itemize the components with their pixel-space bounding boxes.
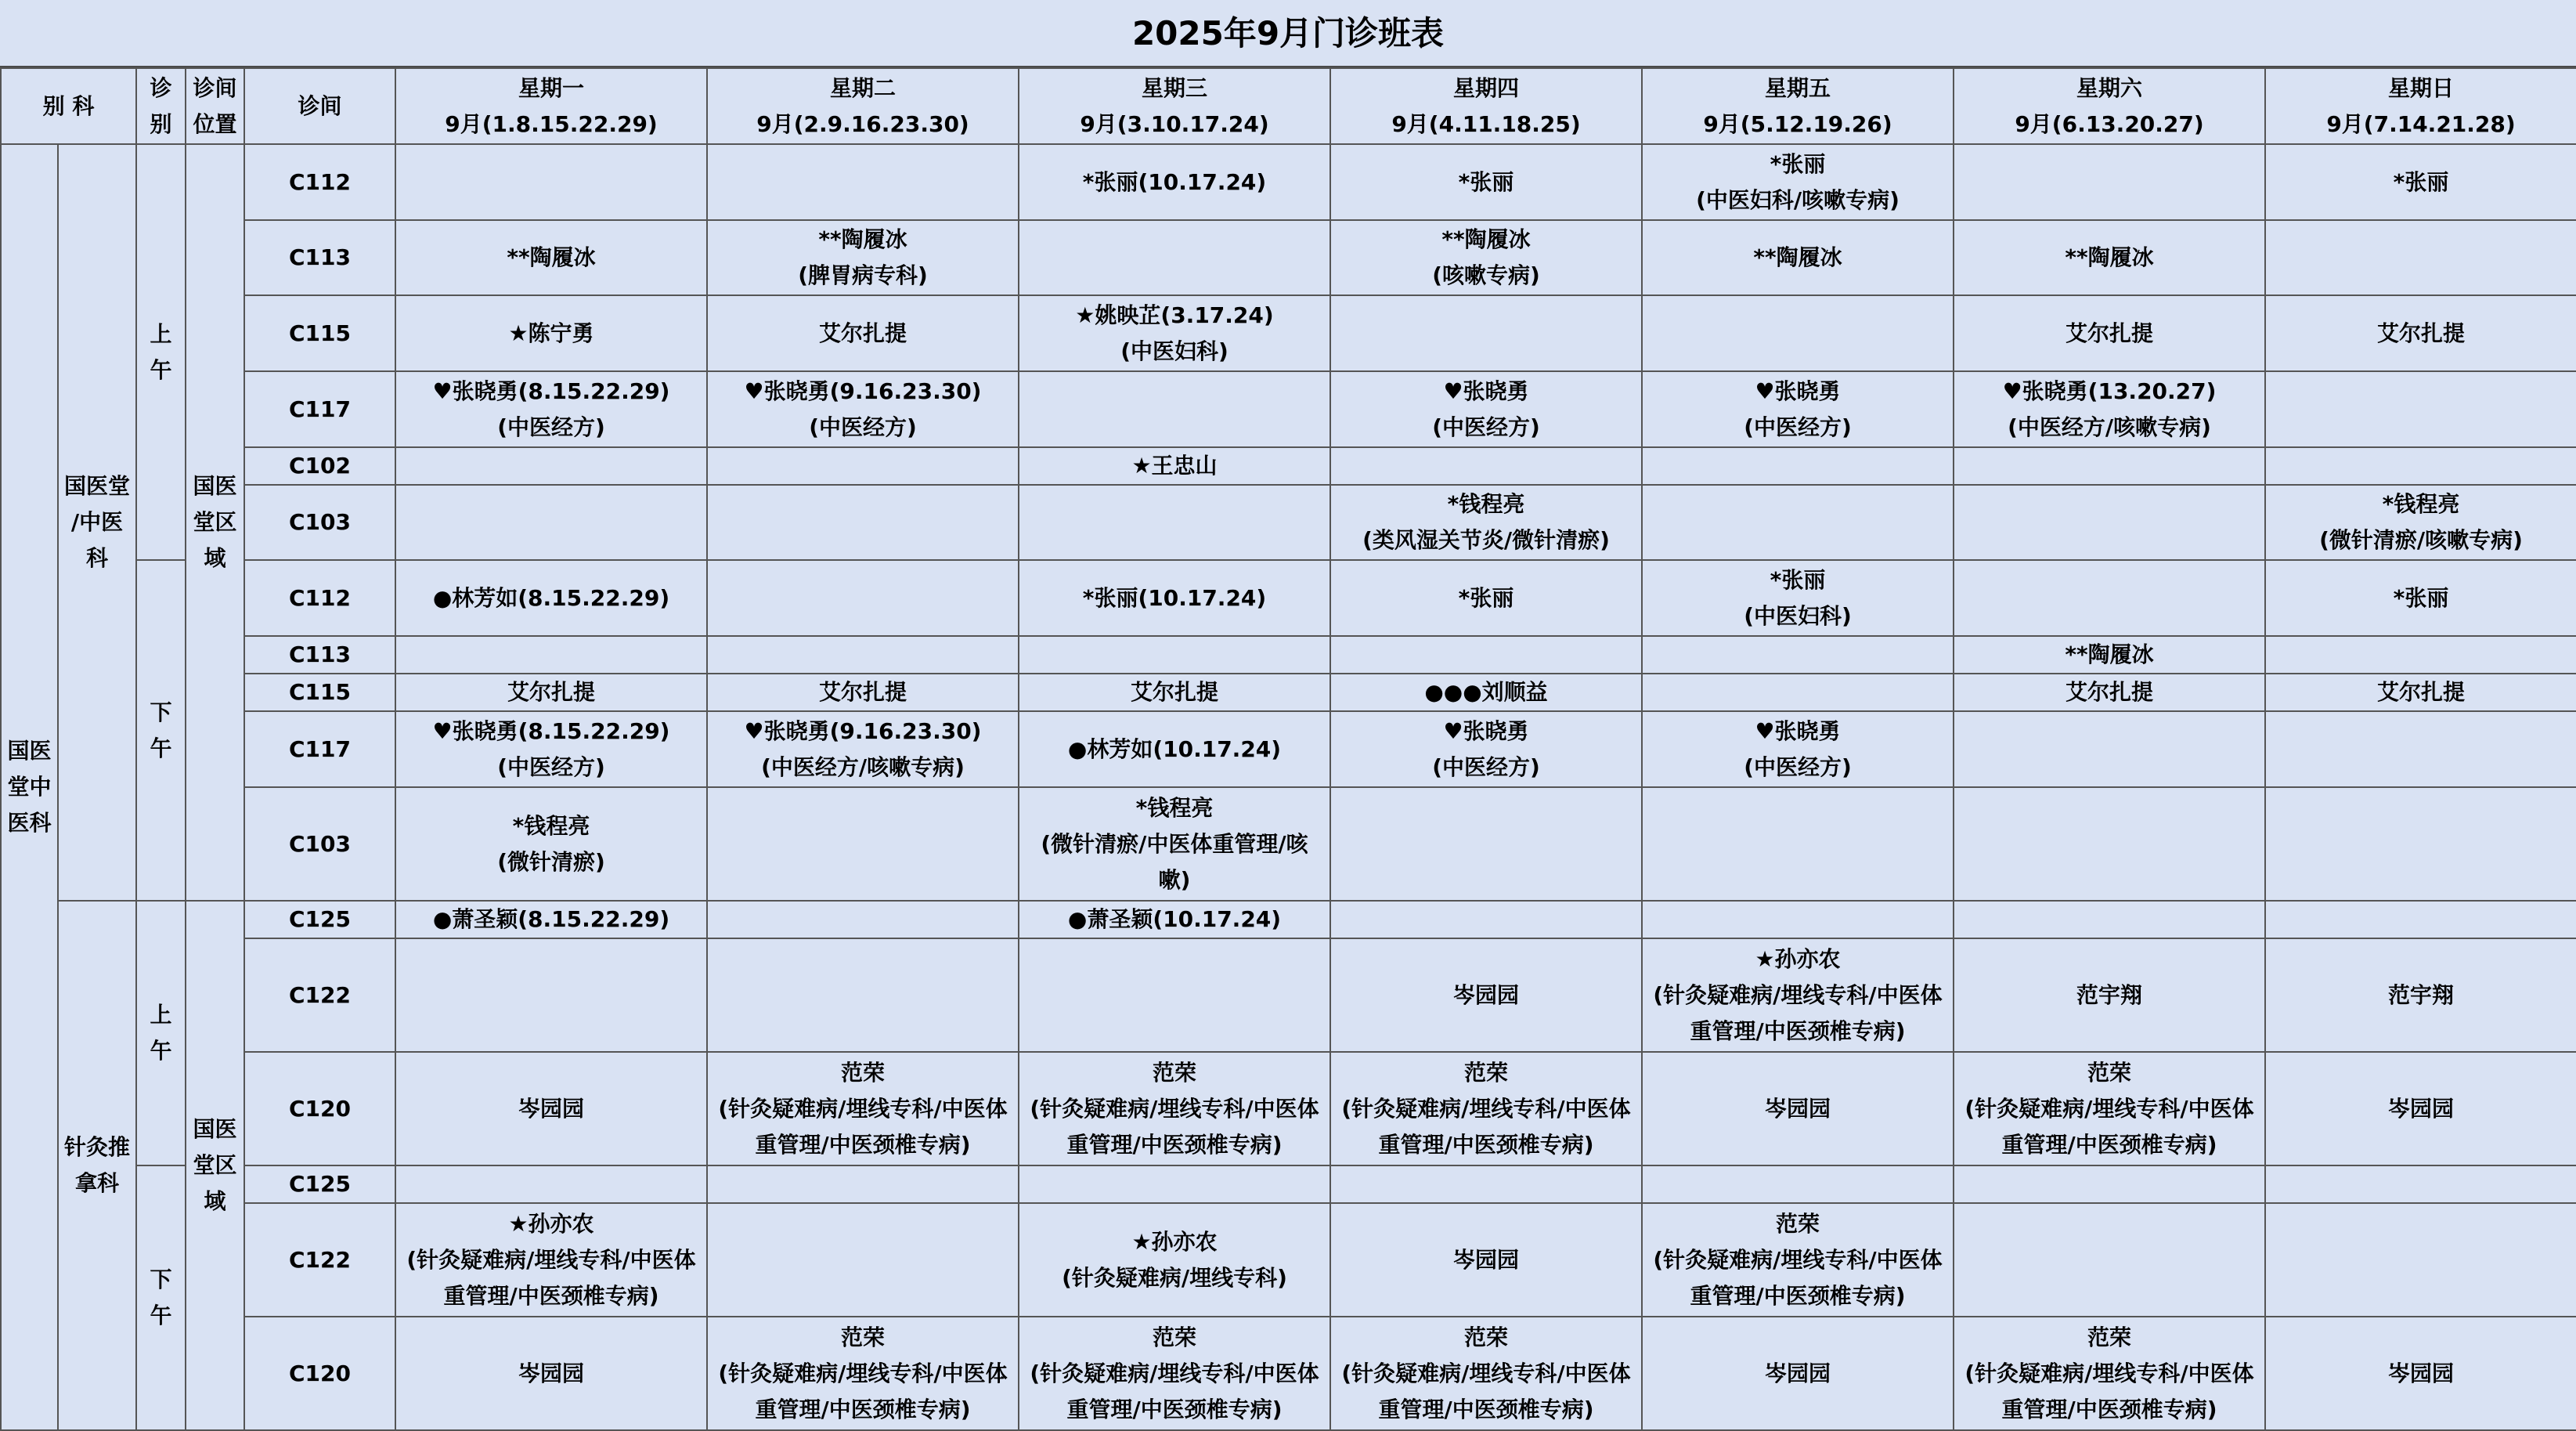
schedule-cell-fri: ♥张晓勇 (中医经方) <box>1642 371 1954 447</box>
schedule-row <box>1 1317 2576 1430</box>
room-cell: C117 <box>244 371 395 447</box>
schedule-cell-wed: ●萧圣颖(10.17.24) <box>1019 901 1330 938</box>
schedule-cell-sat: **陶履冰 <box>1954 636 2265 674</box>
schedule-row <box>1 938 2576 1052</box>
schedule-cell-mon <box>395 1165 707 1203</box>
header-dept: 别 科 <box>1 68 136 144</box>
room-cell: C120 <box>244 1052 395 1165</box>
schedule-cell-fri <box>1642 674 1954 711</box>
room-cell: C120 <box>244 1317 395 1430</box>
schedule-row <box>1 295 2576 371</box>
schedule-cell-sat <box>1954 787 2265 901</box>
schedule-cell-mon: 艾尔扎提 <box>395 674 707 711</box>
schedule-cell-fri: ★孙亦农 (针灸疑难病/埋线专科/中医体 重管理/中医颈椎专病) <box>1642 938 1954 1052</box>
schedule-cell-sun <box>2265 220 2576 295</box>
schedule-cell-sun: *张丽 <box>2265 560 2576 636</box>
schedule-cell-tue: 艾尔扎提 <box>707 674 1019 711</box>
schedule-cell-thu: 范荣 (针灸疑难病/埋线专科/中医体 重管理/中医颈椎专病) <box>1330 1317 1642 1430</box>
room-cell: C103 <box>244 485 395 560</box>
schedule-cell-mon: ★陈宁勇 <box>395 295 707 371</box>
room-cell: C125 <box>244 901 395 938</box>
schedule-cell-mon <box>395 938 707 1052</box>
header-day-mon: 星期一 9月(1.8.15.22.29) <box>395 68 707 144</box>
schedule-cell-tue <box>707 485 1019 560</box>
room-cell: C113 <box>244 636 395 674</box>
schedule-cell-sun <box>2265 901 2576 938</box>
schedule-cell-thu: *张丽 <box>1330 144 1642 220</box>
schedule-row <box>1 560 2576 636</box>
schedule-cell-fri <box>1642 1165 1954 1203</box>
header-day-fri: 星期五 9月(5.12.19.26) <box>1642 68 1954 144</box>
schedule-cell-sun <box>2265 1165 2576 1203</box>
schedule-cell-tue: 范荣 (针灸疑难病/埋线专科/中医体 重管理/中医颈椎专病) <box>707 1052 1019 1165</box>
session-am-cell: 上 午 <box>136 901 186 1165</box>
header-day-thu: 星期四 9月(4.11.18.25) <box>1330 68 1642 144</box>
schedule-cell-fri <box>1642 447 1954 485</box>
header-day-tue: 星期二 9月(2.9.16.23.30) <box>707 68 1019 144</box>
room-cell: C122 <box>244 938 395 1052</box>
schedule-cell-thu: *张丽 <box>1330 560 1642 636</box>
schedule-row <box>1 485 2576 560</box>
schedule-cell-fri <box>1642 901 1954 938</box>
room-cell: C115 <box>244 674 395 711</box>
schedule-cell-sun <box>2265 711 2576 787</box>
session-pm-cell: 下 午 <box>136 1165 186 1430</box>
schedule-cell-sun: 岑园园 <box>2265 1052 2576 1165</box>
header-session: 诊别 <box>136 68 186 144</box>
schedule-row <box>1 1203 2576 1317</box>
schedule-cell-mon: 岑园园 <box>395 1052 707 1165</box>
schedule-cell-thu <box>1330 1165 1642 1203</box>
schedule-cell-fri <box>1642 295 1954 371</box>
schedule-cell-tue <box>707 1165 1019 1203</box>
schedule-cell-sat <box>1954 485 2265 560</box>
schedule-cell-thu: ●●●刘顺益 <box>1330 674 1642 711</box>
subdept-tcm-cell: 国医堂 /中医 科 <box>58 144 136 901</box>
schedule-cell-wed: ●林芳如(10.17.24) <box>1019 711 1330 787</box>
schedule-cell-thu: *钱程亮 (类风湿关节炎/微针清瘀) <box>1330 485 1642 560</box>
schedule-row <box>1 1052 2576 1165</box>
schedule-cell-thu <box>1330 787 1642 901</box>
schedule-cell-wed: 范荣 (针灸疑难病/埋线专科/中医体 重管理/中医颈椎专病) <box>1019 1317 1330 1430</box>
schedule-cell-sat: 艾尔扎提 <box>1954 674 2265 711</box>
schedule-cell-mon: ●萧圣颖(8.15.22.29) <box>395 901 707 938</box>
schedule-cell-fri <box>1642 485 1954 560</box>
schedule-cell-sun <box>2265 447 2576 485</box>
schedule-cell-thu: 岑园园 <box>1330 938 1642 1052</box>
subdept-acu-cell: 针灸推 拿科 <box>58 901 136 1430</box>
header-day-sat: 星期六 9月(6.13.20.27) <box>1954 68 2265 144</box>
header-row <box>1 68 2576 144</box>
schedule-cell-wed: 艾尔扎提 <box>1019 674 1330 711</box>
schedule-cell-thu: **陶履冰 (咳嗽专病) <box>1330 220 1642 295</box>
schedule-cell-wed: *张丽(10.17.24) <box>1019 560 1330 636</box>
schedule-cell-thu <box>1330 636 1642 674</box>
schedule-cell-thu: ♥张晓勇 (中医经方) <box>1330 371 1642 447</box>
schedule-cell-tue <box>707 144 1019 220</box>
room-cell: C122 <box>244 1203 395 1317</box>
schedule-cell-sun: 艾尔扎提 <box>2265 295 2576 371</box>
schedule-cell-tue: ♥张晓勇(9.16.23.30) (中医经方) <box>707 371 1019 447</box>
room-cell: C117 <box>244 711 395 787</box>
schedule-cell-mon: *钱程亮 (微针清瘀) <box>395 787 707 901</box>
schedule-cell-mon: **陶履冰 <box>395 220 707 295</box>
schedule-cell-fri: *张丽 (中医妇科/咳嗽专病) <box>1642 144 1954 220</box>
schedule-row <box>1 901 2576 938</box>
schedule-cell-sat <box>1954 1203 2265 1317</box>
schedule-cell-sun <box>2265 636 2576 674</box>
schedule-cell-sat: **陶履冰 <box>1954 220 2265 295</box>
schedule-cell-sat <box>1954 447 2265 485</box>
schedule-row <box>1 447 2576 485</box>
schedule-cell-thu: 范荣 (针灸疑难病/埋线专科/中医体 重管理/中医颈椎专病) <box>1330 1052 1642 1165</box>
schedule-cell-wed <box>1019 938 1330 1052</box>
schedule-cell-tue: ♥张晓勇(9.16.23.30) (中医经方/咳嗽专病) <box>707 711 1019 787</box>
page-title: 2025年9月门诊班表 <box>0 0 2576 67</box>
schedule-row <box>1 674 2576 711</box>
schedule-cell-sun <box>2265 787 2576 901</box>
header-day-wed: 星期三 9月(3.10.17.24) <box>1019 68 1330 144</box>
schedule-row <box>1 636 2576 674</box>
schedule-cell-sat: 范宇翔 <box>1954 938 2265 1052</box>
schedule-cell-tue <box>707 787 1019 901</box>
schedule-cell-fri: *张丽 (中医妇科) <box>1642 560 1954 636</box>
schedule-cell-wed: ★姚映芷(3.17.24) (中医妇科) <box>1019 295 1330 371</box>
schedule-cell-thu <box>1330 295 1642 371</box>
room-cell: C102 <box>244 447 395 485</box>
schedule-cell-mon: ♥张晓勇(8.15.22.29) (中医经方) <box>395 371 707 447</box>
schedule-cell-mon: ★孙亦农 (针灸疑难病/埋线专科/中医体 重管理/中医颈椎专病) <box>395 1203 707 1317</box>
schedule-row <box>1 371 2576 447</box>
schedule-row <box>1 1165 2576 1203</box>
schedule-cell-thu: 岑园园 <box>1330 1203 1642 1317</box>
schedule-cell-sat: 范荣 (针灸疑难病/埋线专科/中医体 重管理/中医颈椎专病) <box>1954 1052 2265 1165</box>
header-room: 诊间 <box>244 68 395 144</box>
schedule-cell-sat: ♥张晓勇(13.20.27) (中医经方/咳嗽专病) <box>1954 371 2265 447</box>
schedule-cell-wed <box>1019 220 1330 295</box>
schedule-cell-tue: **陶履冰 (脾胃病专科) <box>707 220 1019 295</box>
schedule-cell-fri: **陶履冰 <box>1642 220 1954 295</box>
schedule-cell-fri: 岑园园 <box>1642 1052 1954 1165</box>
schedule-row <box>1 144 2576 220</box>
room-cell: C112 <box>244 560 395 636</box>
schedule-cell-wed: 范荣 (针灸疑难病/埋线专科/中医体 重管理/中医颈椎专病) <box>1019 1052 1330 1165</box>
header-location: 诊间位置 <box>186 68 244 144</box>
schedule-cell-thu: ♥张晓勇 (中医经方) <box>1330 711 1642 787</box>
schedule-cell-fri: ♥张晓勇 (中医经方) <box>1642 711 1954 787</box>
schedule-cell-tue <box>707 1203 1019 1317</box>
schedule-cell-tue <box>707 447 1019 485</box>
schedule-cell-sat <box>1954 560 2265 636</box>
schedule-cell-wed: *钱程亮 (微针清瘀/中医体重管理/咳 嗽) <box>1019 787 1330 901</box>
schedule-cell-thu <box>1330 447 1642 485</box>
room-cell: C113 <box>244 220 395 295</box>
schedule-cell-sat <box>1954 901 2265 938</box>
schedule-cell-wed: *张丽(10.17.24) <box>1019 144 1330 220</box>
schedule-cell-tue: 范荣 (针灸疑难病/埋线专科/中医体 重管理/中医颈椎专病) <box>707 1317 1019 1430</box>
schedule-cell-sat <box>1954 711 2265 787</box>
schedule-cell-thu <box>1330 901 1642 938</box>
schedule-cell-tue <box>707 636 1019 674</box>
schedule-cell-wed <box>1019 1165 1330 1203</box>
schedule-cell-sat: 艾尔扎提 <box>1954 295 2265 371</box>
schedule-cell-sun <box>2265 371 2576 447</box>
schedule-row <box>1 711 2576 787</box>
schedule-row <box>1 787 2576 901</box>
schedule-table <box>0 67 2576 1431</box>
schedule-cell-sat <box>1954 144 2265 220</box>
schedule-cell-wed <box>1019 371 1330 447</box>
room-cell: C115 <box>244 295 395 371</box>
schedule-cell-sat: 范荣 (针灸疑难病/埋线专科/中医体 重管理/中医颈椎专病) <box>1954 1317 2265 1430</box>
schedule-cell-sun: 艾尔扎提 <box>2265 674 2576 711</box>
schedule-cell-sun: 范宇翔 <box>2265 938 2576 1052</box>
schedule-cell-fri: 范荣 (针灸疑难病/埋线专科/中医体 重管理/中医颈椎专病) <box>1642 1203 1954 1317</box>
room-cell: C125 <box>244 1165 395 1203</box>
schedule-cell-sun: 岑园园 <box>2265 1317 2576 1430</box>
schedule-cell-mon <box>395 485 707 560</box>
schedule-cell-sun: *张丽 <box>2265 144 2576 220</box>
room-cell: C103 <box>244 787 395 901</box>
schedule-cell-tue <box>707 901 1019 938</box>
schedule-cell-sun <box>2265 1203 2576 1317</box>
schedule-cell-wed <box>1019 485 1330 560</box>
session-pm-cell: 下 午 <box>136 560 186 901</box>
schedule-cell-mon <box>395 636 707 674</box>
schedule-cell-mon: 岑园园 <box>395 1317 707 1430</box>
schedule-cell-mon: ♥张晓勇(8.15.22.29) (中医经方) <box>395 711 707 787</box>
schedule-cell-mon <box>395 144 707 220</box>
schedule-cell-sat <box>1954 1165 2265 1203</box>
schedule-cell-mon <box>395 447 707 485</box>
schedule-row <box>1 220 2576 295</box>
location-tcm-cell: 国医 堂区 域 <box>186 144 244 901</box>
schedule-cell-fri: 岑园园 <box>1642 1317 1954 1430</box>
schedule-cell-fri <box>1642 787 1954 901</box>
location-acu-cell: 国医 堂区 域 <box>186 901 244 1430</box>
schedule-cell-sun: *钱程亮 (微针清瘀/咳嗽专病) <box>2265 485 2576 560</box>
schedule-cell-wed: ★孙亦农 (针灸疑难病/埋线专科) <box>1019 1203 1330 1317</box>
schedule-cell-wed <box>1019 636 1330 674</box>
session-am-cell: 上 午 <box>136 144 186 560</box>
schedule-cell-tue <box>707 938 1019 1052</box>
schedule-cell-fri <box>1642 636 1954 674</box>
department-cell: 国医 堂中 医科 <box>1 144 58 1430</box>
room-cell: C112 <box>244 144 395 220</box>
schedule-cell-tue: 艾尔扎提 <box>707 295 1019 371</box>
schedule-cell-wed: ★王忠山 <box>1019 447 1330 485</box>
schedule-cell-tue <box>707 560 1019 636</box>
header-day-sun: 星期日 9月(7.14.21.28) <box>2265 68 2576 144</box>
schedule-cell-mon: ●林芳如(8.15.22.29) <box>395 560 707 636</box>
